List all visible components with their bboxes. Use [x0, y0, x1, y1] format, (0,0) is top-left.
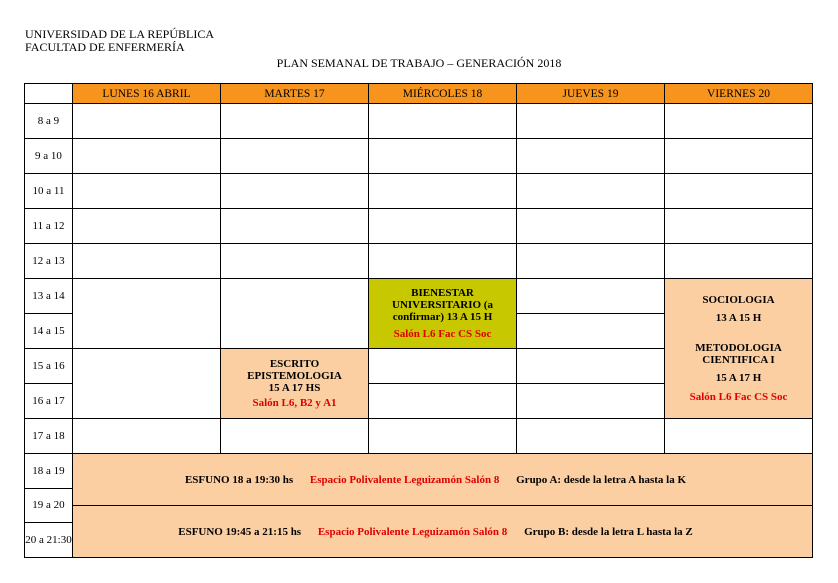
event-bienestar-line2: UNIVERSITARIO (a [392, 299, 493, 311]
event-sociologia-metodologia [665, 279, 813, 419]
time-row [25, 419, 813, 454]
empty-cell [517, 384, 665, 419]
event-escrito-epistemologia [221, 349, 369, 419]
event-escrito-room: Salón L6, B2 y A1 [252, 397, 337, 409]
time-slot: 13 a 14 [25, 279, 73, 314]
event-bienestar-line3: confirmar) 13 A 15 H [392, 311, 493, 323]
empty-cell [665, 174, 813, 209]
empty-cell [665, 139, 813, 174]
empty-cell [73, 104, 221, 139]
empty-cell [221, 244, 369, 279]
esfuno-b-group: Grupo B: desde la letra L hasta la Z [524, 525, 693, 538]
time-slot: 8 a 9 [25, 104, 73, 139]
empty-cell [369, 174, 517, 209]
empty-cell [73, 174, 221, 209]
empty-cell [517, 174, 665, 209]
event-metodologia-title-a: METODOLOGIA [695, 342, 782, 354]
time-row [25, 139, 813, 174]
event-metodologia-room: Salón L6 Fac CS Soc [689, 391, 788, 403]
empty-cell [369, 104, 517, 139]
corner-cell [25, 84, 73, 104]
empty-cell [73, 279, 221, 349]
time-row [25, 244, 813, 279]
event-bienestar [369, 279, 517, 349]
event-sociologia-title: SOCIOLOGIA [702, 294, 775, 306]
time-row [25, 279, 813, 314]
empty-cell [665, 104, 813, 139]
empty-cell [221, 104, 369, 139]
time-slot: 16 a 17 [25, 384, 73, 419]
event-escrito-line3: 15 A 17 HS [268, 382, 321, 394]
time-slot: 15 a 16 [25, 349, 73, 384]
event-metodologia-time: 15 A 17 H [715, 372, 762, 384]
day-header-thursday: JUEVES 19 [517, 84, 665, 104]
time-row [25, 209, 813, 244]
time-slot: 14 a 15 [25, 314, 73, 349]
empty-cell [221, 209, 369, 244]
empty-cell [369, 349, 517, 384]
event-bienestar-room: Salón L6 Fac CS Soc [393, 328, 492, 340]
empty-cell [73, 209, 221, 244]
empty-cell [517, 244, 665, 279]
day-header-row [25, 84, 813, 104]
day-header-tuesday: MARTES 17 [221, 84, 369, 104]
esfuno-a-label: ESFUNO 18 a 19:30 hs [184, 473, 294, 486]
event-escrito-line2: EPISTEMOLOGIA [247, 370, 342, 382]
esfuno-b-place: Espacio Polivalente Leguizamón Salón 8 [317, 525, 508, 538]
empty-cell [517, 139, 665, 174]
event-bienestar-line1: BIENESTAR [411, 287, 474, 299]
event-escrito-line1: ESCRITO [269, 358, 320, 370]
time-row [25, 104, 813, 139]
page-title: PLAN SEMANAL DE TRABAJO – GENERACIÓN 2018 [276, 56, 562, 70]
time-row [25, 454, 813, 489]
time-row [25, 506, 813, 523]
empty-cell [73, 244, 221, 279]
day-header-monday: LUNES 16 ABRIL [73, 84, 221, 104]
time-slot: 18 a 19 [25, 454, 73, 489]
faculty-name: FACULTAD DE ENFERMERÍA [25, 40, 185, 54]
university-name: UNIVERSIDAD DE LA REPÚBLICA [25, 27, 214, 41]
empty-cell [517, 349, 665, 384]
time-slot: 17 a 18 [25, 419, 73, 454]
empty-cell [369, 244, 517, 279]
empty-cell [73, 349, 221, 419]
empty-cell [665, 209, 813, 244]
day-header-wednesday: MIÉRCOLES 18 [369, 84, 517, 104]
event-esfuno-group-a [73, 454, 813, 506]
empty-cell [517, 104, 665, 139]
time-slot: 19 a 20 [25, 489, 73, 523]
time-slot: 10 a 11 [25, 174, 73, 209]
empty-cell [517, 279, 665, 314]
empty-cell [369, 209, 517, 244]
empty-cell [73, 139, 221, 174]
empty-cell [221, 174, 369, 209]
event-sociologia-time: 13 A 15 H [715, 312, 762, 324]
empty-cell [517, 209, 665, 244]
empty-cell [221, 279, 369, 349]
event-esfuno-group-b [73, 506, 813, 558]
empty-cell [665, 419, 813, 454]
esfuno-a-group: Grupo A: desde la letra A hasta la K [516, 473, 687, 486]
time-slot: 9 a 10 [25, 139, 73, 174]
time-slot: 12 a 13 [25, 244, 73, 279]
empty-cell [221, 139, 369, 174]
empty-cell [369, 139, 517, 174]
time-row [25, 174, 813, 209]
empty-cell [665, 244, 813, 279]
empty-cell [369, 384, 517, 419]
empty-cell [221, 419, 369, 454]
esfuno-b-label: ESFUNO 19:45 a 21:15 hs [178, 525, 302, 538]
empty-cell [517, 314, 665, 349]
empty-cell [73, 419, 221, 454]
empty-cell [369, 419, 517, 454]
schedule-table [24, 83, 813, 558]
time-slot: 20 a 21:30 [25, 523, 73, 558]
esfuno-a-place: Espacio Polivalente Leguizamón Salón 8 [309, 473, 500, 486]
day-header-friday: VIERNES 20 [665, 84, 813, 104]
empty-cell [517, 419, 665, 454]
time-slot: 11 a 12 [25, 209, 73, 244]
event-metodologia-title-b: CIENTIFICA I [702, 354, 775, 366]
